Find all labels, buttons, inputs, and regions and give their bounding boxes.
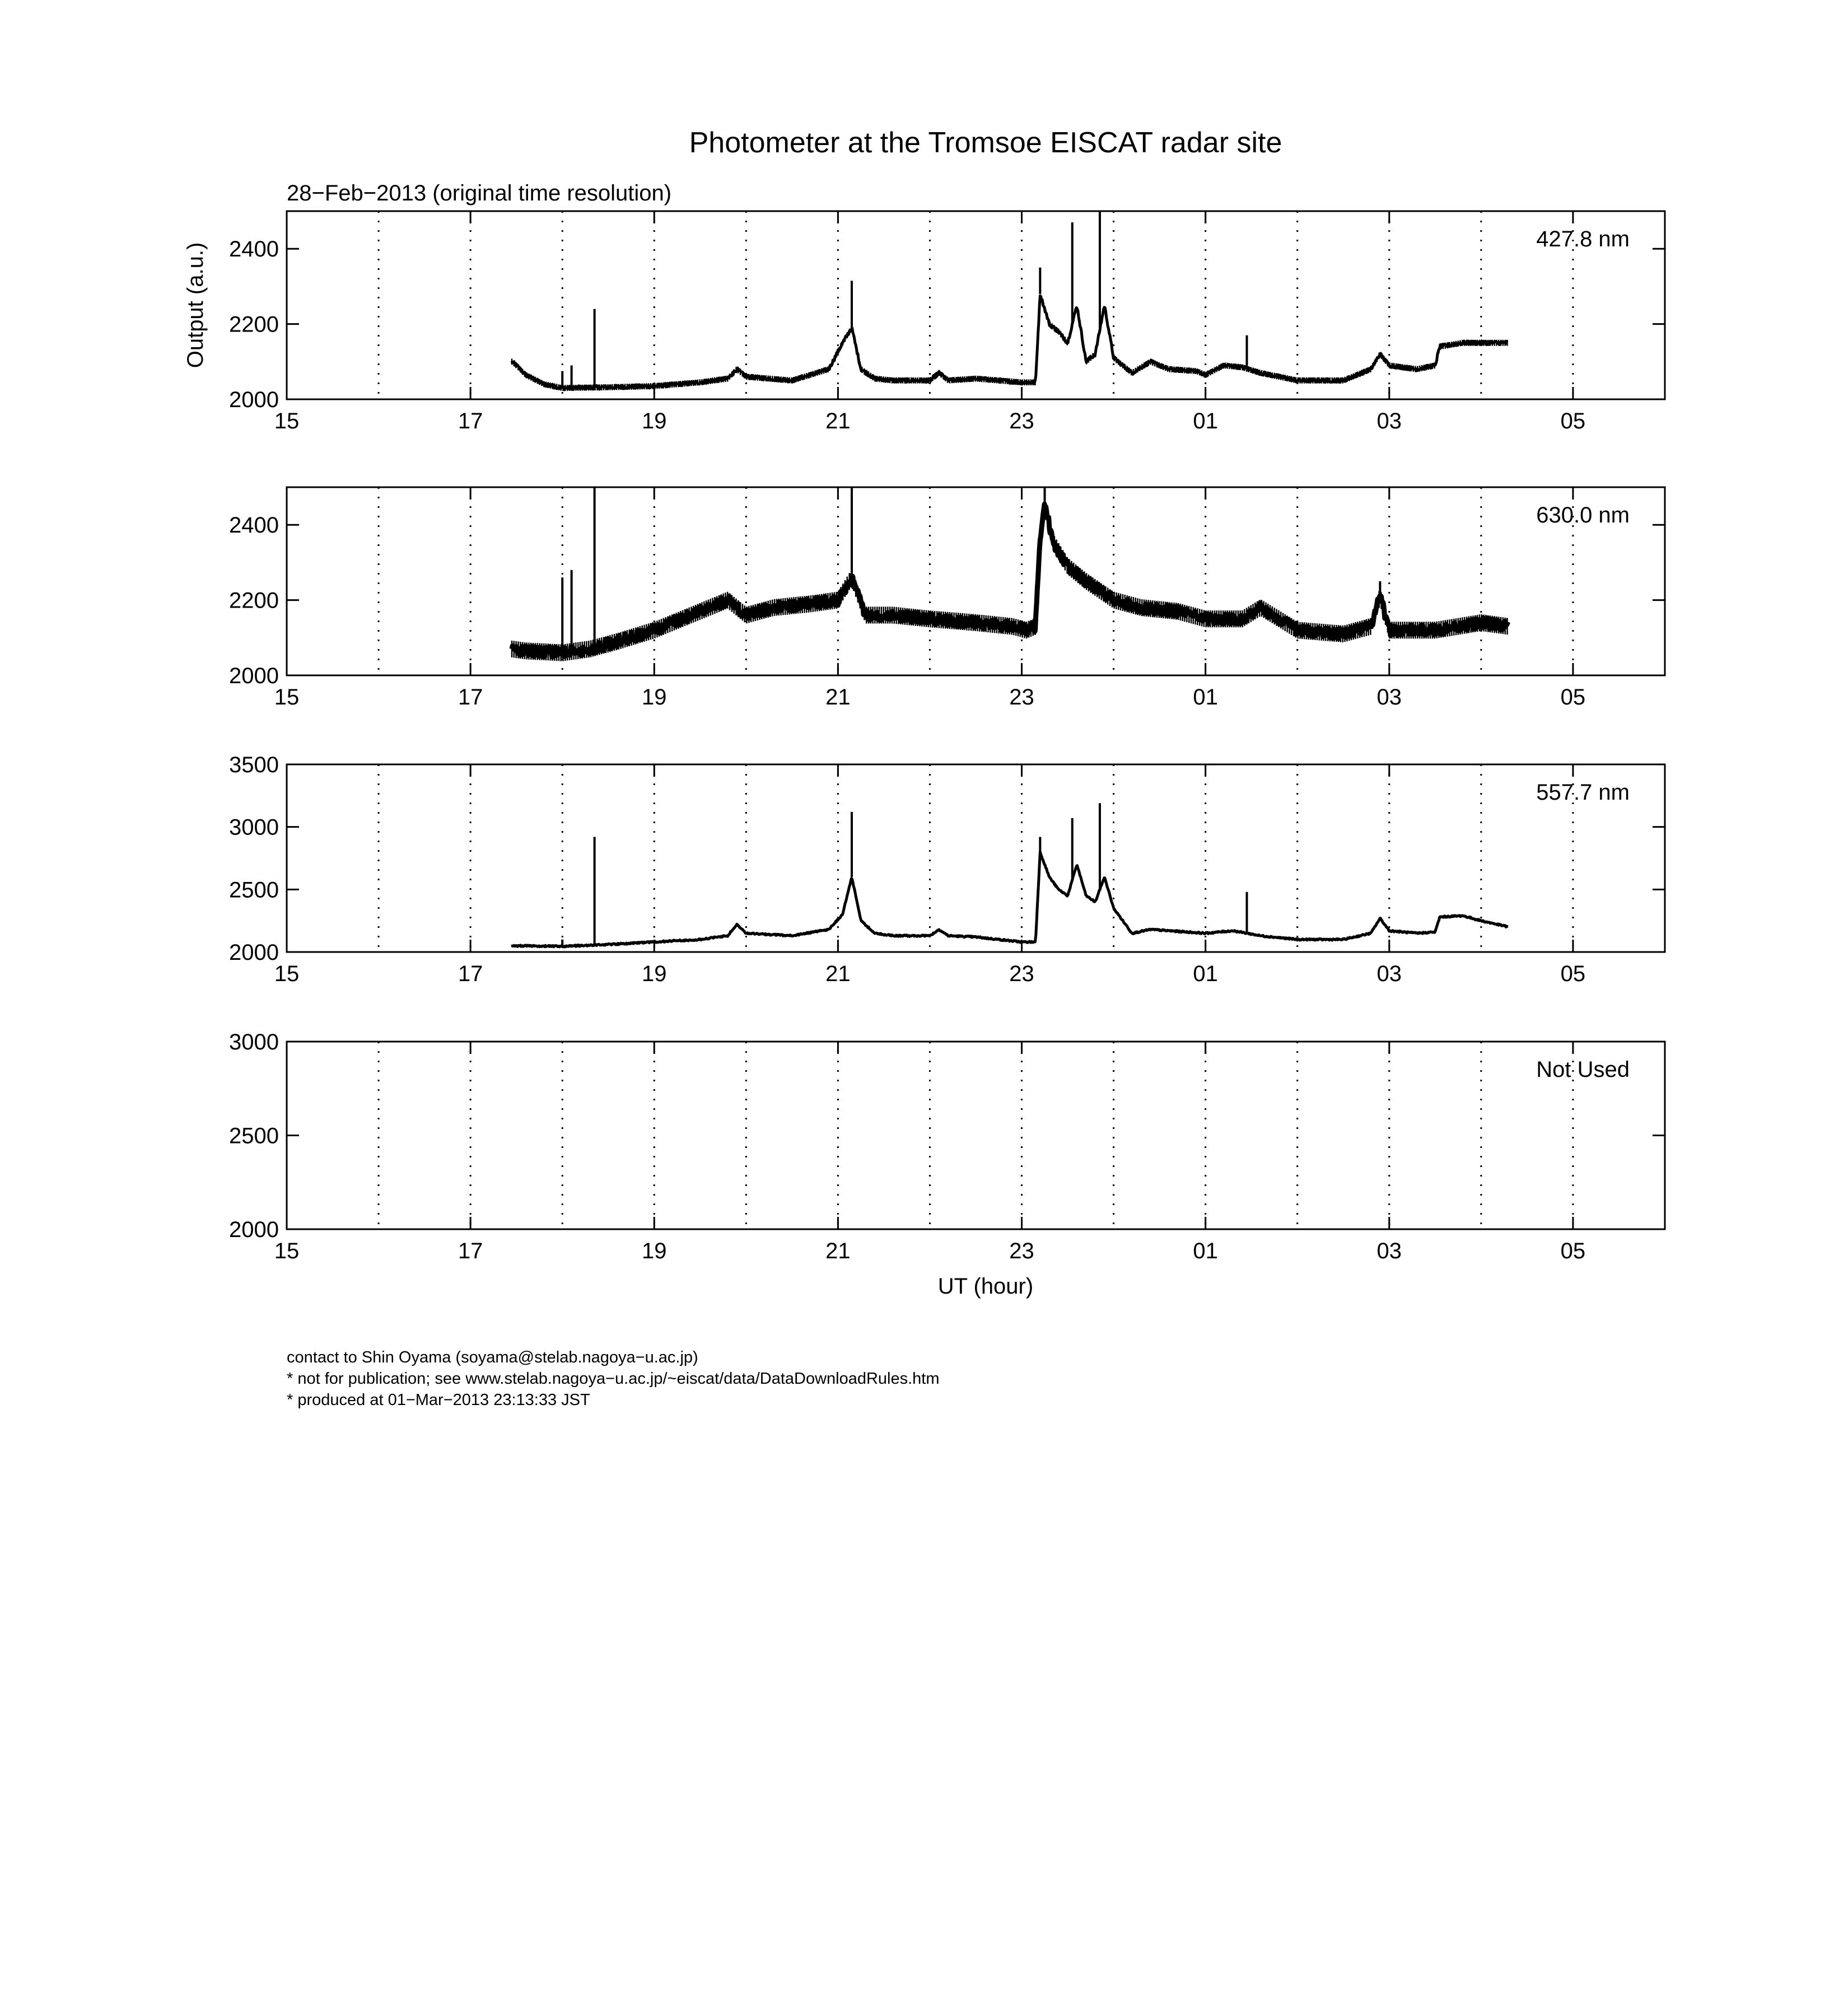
x-tick-label: 19 — [642, 685, 667, 710]
y-tick-label: 3500 — [229, 753, 279, 777]
panel-label: 630.0 nm — [1536, 503, 1630, 528]
y-tick-label: 2400 — [229, 513, 279, 538]
x-tick-label: 03 — [1376, 1239, 1402, 1263]
chart-panels — [229, 211, 1665, 1263]
x-tick-label: 05 — [1560, 1239, 1586, 1263]
x-tick-label: 05 — [1560, 409, 1586, 433]
x-tick-label: 17 — [458, 1239, 483, 1263]
panel-1 — [229, 211, 1665, 433]
panel-frame — [287, 487, 1665, 675]
y-tick-label: 2000 — [229, 664, 279, 688]
x-tick-label: 21 — [825, 409, 851, 433]
y-tick-label: 2500 — [229, 1123, 279, 1149]
series-line — [512, 296, 1508, 390]
y-tick-label: 2000 — [229, 940, 279, 965]
y-tick-label: 2200 — [229, 588, 279, 613]
panel-frame — [287, 764, 1665, 952]
panel-frame — [287, 1042, 1665, 1229]
x-tick-label: 05 — [1560, 962, 1586, 986]
x-tick-label: 05 — [1560, 685, 1586, 710]
x-tick-label: 03 — [1376, 409, 1402, 433]
x-tick-label: 23 — [1009, 409, 1034, 433]
footer-notes — [287, 1347, 940, 1411]
footer-publication-note: * not for publication; see www.stelab.nagoya−u.ac.jp/~eiscat/data/DataDownloadRules.htm — [287, 1370, 940, 1388]
x-tick-label: 23 — [1009, 685, 1034, 710]
y-tick-label: 2400 — [229, 237, 279, 262]
figure-title: Photometer at the Tromsoe EISCAT radar site — [689, 127, 1282, 159]
x-tick-label: 23 — [1009, 1239, 1034, 1263]
x-tick-label: 01 — [1193, 962, 1218, 986]
x-tick-label: 21 — [825, 1239, 851, 1263]
x-tick-label: 21 — [825, 685, 851, 710]
x-tick-label: 03 — [1376, 962, 1402, 986]
series-noise-band — [512, 855, 1508, 948]
x-tick-label: 01 — [1193, 409, 1218, 433]
y-tick-label: 2500 — [229, 878, 279, 903]
x-tick-label: 23 — [1009, 962, 1034, 986]
x-tick-label: 19 — [642, 1239, 667, 1263]
figure-subtitle: 28−Feb−2013 (original time resolution) — [287, 181, 672, 206]
panel-label: 557.7 nm — [1536, 780, 1630, 805]
y-tick-label: 3000 — [229, 1030, 279, 1054]
x-tick-label: 19 — [642, 409, 667, 433]
y-tick-label: 2000 — [229, 1217, 279, 1242]
x-tick-label: 01 — [1193, 1239, 1218, 1263]
y-tick-label: 2200 — [229, 312, 279, 337]
panel-4 — [229, 1030, 1665, 1263]
x-tick-label: 21 — [825, 962, 851, 986]
x-tick-label: 03 — [1376, 685, 1402, 710]
footer-contact: contact to Shin Oyama (soyama@stelab.nagoya−u.ac.jp) — [287, 1348, 698, 1366]
x-tick-label: 17 — [458, 962, 483, 986]
footer-produced-at: * produced at 01−Mar−2013 23:13:33 JST — [287, 1391, 590, 1409]
x-tick-label: 15 — [274, 1239, 300, 1263]
series-noise-band — [512, 296, 1508, 391]
x-tick-label: 15 — [274, 409, 300, 433]
panel-frame — [287, 211, 1665, 399]
series-noise-band — [512, 502, 1508, 661]
y-tick-label: 3000 — [229, 815, 279, 840]
y-axis-label: Output (a.u.) — [183, 242, 208, 368]
panel-label: 427.8 nm — [1536, 227, 1630, 251]
panel-3 — [229, 753, 1665, 986]
x-tick-label: 01 — [1193, 685, 1218, 710]
panel-label: Not Used — [1536, 1057, 1630, 1082]
x-axis-label: UT (hour) — [937, 1274, 1034, 1299]
panel-2 — [229, 487, 1665, 710]
x-tick-label: 15 — [274, 962, 300, 986]
x-tick-label: 19 — [642, 962, 667, 986]
x-tick-label: 17 — [458, 685, 483, 710]
x-tick-label: 15 — [274, 685, 300, 710]
x-tick-label: 17 — [458, 409, 483, 433]
y-tick-label: 2000 — [229, 388, 279, 412]
series-line — [512, 852, 1508, 947]
